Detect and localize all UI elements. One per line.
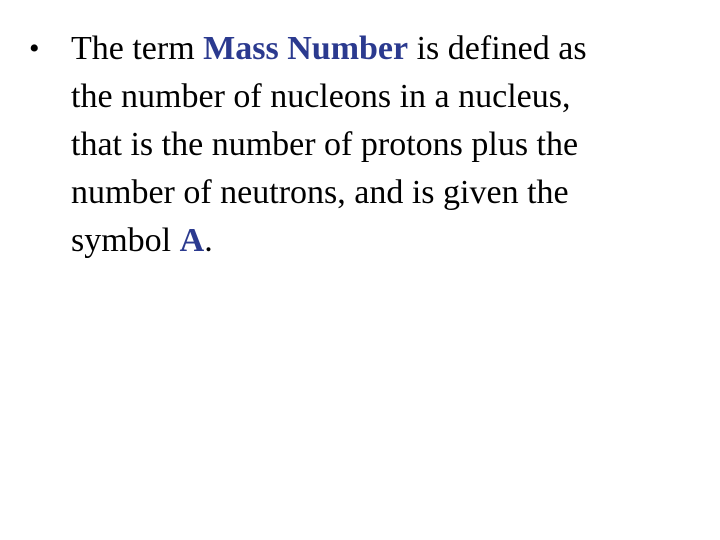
text-line-4: number of neutrons, and is given the (71, 174, 569, 211)
symbol-a: A (179, 222, 205, 259)
bullet-dot-icon: • (29, 32, 40, 65)
term-mass-number: Mass Number (203, 30, 409, 67)
line5-suffix: . (204, 222, 213, 259)
definition-paragraph (71, 25, 689, 265)
text-line-5 (71, 217, 689, 265)
line1-suffix: is defined as (408, 30, 587, 67)
text-line-2: the number of nucleons in a nucleus, (71, 78, 571, 115)
line1-prefix: The term (71, 30, 204, 67)
text-line-1 (71, 25, 689, 73)
text-line-3: that is the number of protons plus the (71, 126, 579, 163)
bullet-item (29, 25, 689, 265)
line5-prefix: symbol (71, 222, 180, 259)
